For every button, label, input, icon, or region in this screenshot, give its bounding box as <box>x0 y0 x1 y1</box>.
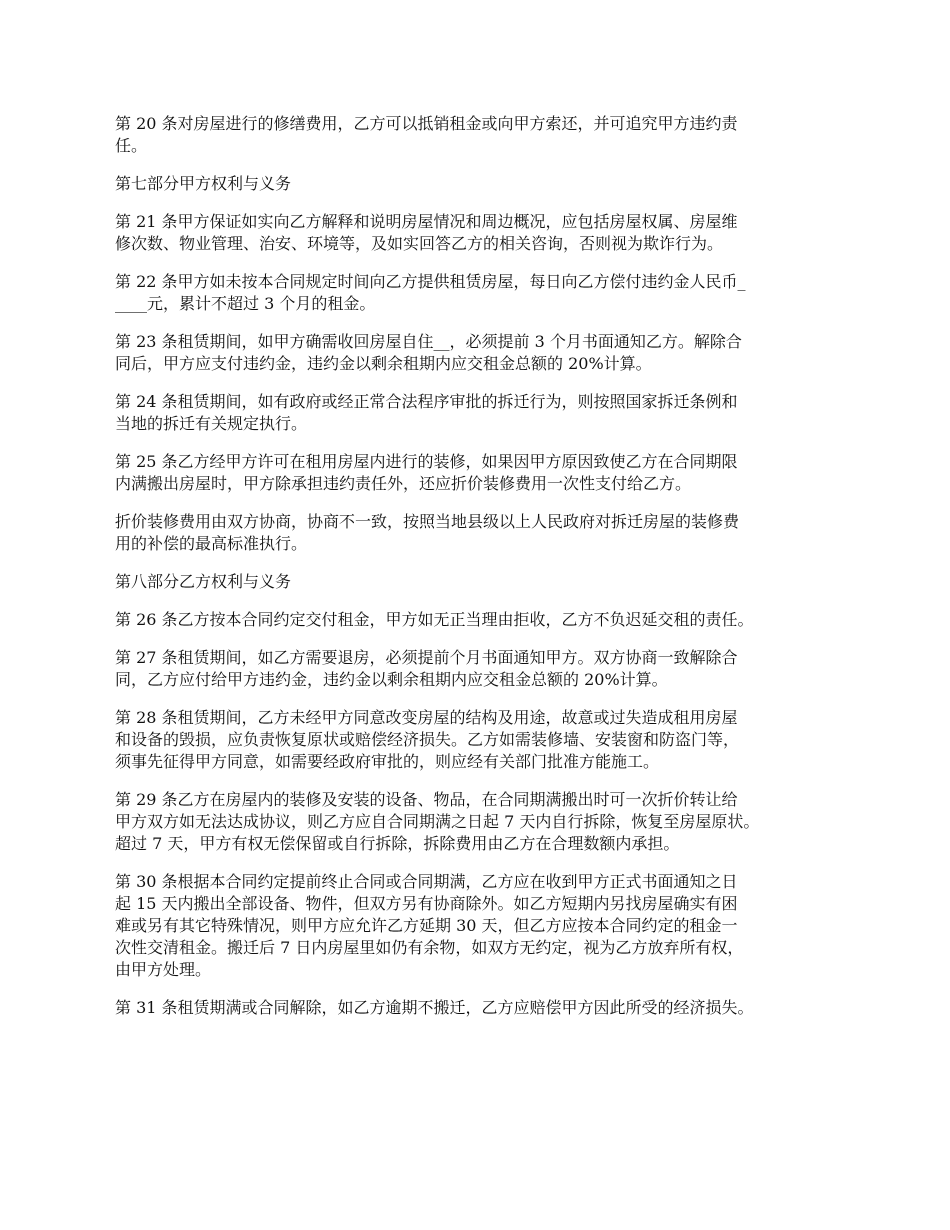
document-body <box>115 113 850 1035</box>
clause-28: 第 28 条租赁期间，乙方未经甲方同意改变房屋的结构及用途，故意或过失造成租用房屋 和设备的毁损，应负责恢复原状或赔偿经济损失。乙方如需装修墙、安装窗和防盗门等， 须事先征得甲方同意，如需要经政府审批的，则应经有关部门批准方能施工。 <box>115 708 740 771</box>
clause-30: 第 30 条根据本合同约定提前终止合同或合同期满，乙方应在收到甲方正式书面通知之日 起 15 天内搬出全部设备、物件，但双方另有协商除外。如乙方短期内另找房屋确实有困 难或另有其它特殊情况，则甲方应允许乙方延期 30 天，但乙方应按本合同约定的租金一 次性交清租金。搬迁后 7 日内房屋里如仍有余物，如双方无约定，视为乙方放弃所有权， 由甲方处理。 <box>115 872 744 979</box>
clause-25: 第 25 条乙方经甲方许可在租用房屋内进行的装修，如果因甲方原因致使乙方在合同期限 内满搬出房屋时，甲方除承担违约责任外，还应折价装修费用一次性支付给乙方。 <box>115 452 738 493</box>
section-heading-7: 第七部分甲方权利与义务 <box>115 174 292 193</box>
section-heading-8: 第八部分乙方权利与义务 <box>115 572 292 591</box>
clause-25-note: 折价装修费用由双方协商，协商不一致，按照当地县级以上人民政府对拆迁房屋的装修费 用的补偿的最高标准执行。 <box>115 512 740 553</box>
clause-21: 第 21 条甲方保证如实向乙方解释和说明房屋情况和周边概况，应包括房屋权属、房屋维 修次数、物业管理、治安、环境等，及如实回答乙方的相关咨询，否则视为欺诈行为。 <box>115 212 738 253</box>
clause-27: 第 27 条租赁期间，如乙方需要退房，必须提前个月书面通知甲方。双方协商一致解除合 同，乙方应付给甲方违约金，违约金以剩余租期内应交租金总额的 20%计算。 <box>115 648 738 689</box>
clause-29: 第 29 条乙方在房屋内的装修及安装的设备、物品，在合同期满搬出时可一次折价转让给 甲方双方如无法达成协议，则乙方应自合同期满之日起 7 天内自行拆除，恢复至房屋原状。 超过 7 天，甲方有权无偿保留或自行拆除，拆除费用由乙方在合理数额内承担。 <box>115 790 760 853</box>
clause-22: 第 22 条甲方如未按本合同规定时间向乙方提供租赁房屋，每日向乙方偿付违约金人民币_ ____元，累计不超过 3 个月的租金。 <box>115 272 746 313</box>
clause-24: 第 24 条租赁期间，如有政府或经正常合法程序审批的拆迁行为，则按照国家拆迁条例和 当地的拆迁有关规定执行。 <box>115 392 738 433</box>
clause-20: 第 20 条对房屋进行的修缮费用，乙方可以抵销租金或向甲方索还，并可追究甲方违约责 任。 <box>115 114 738 155</box>
clause-23: 第 23 条租赁期间，如甲方确需收回房屋自住__，必须提前 3 个月书面通知乙方。解除合 同后，甲方应支付违约金，违约金以剩余租期内应交租金总额的 20%计算。 <box>115 332 742 373</box>
clause-31: 第 31 条租赁期满或合同解除，如乙方逾期不搬迁，乙方应赔偿甲方因此所受的经济损失。 <box>115 998 754 1017</box>
clause-26: 第 26 条乙方按本合同约定交付租金，甲方如无正当理由拒收，乙方不负迟延交租的责任。 <box>115 610 754 629</box>
